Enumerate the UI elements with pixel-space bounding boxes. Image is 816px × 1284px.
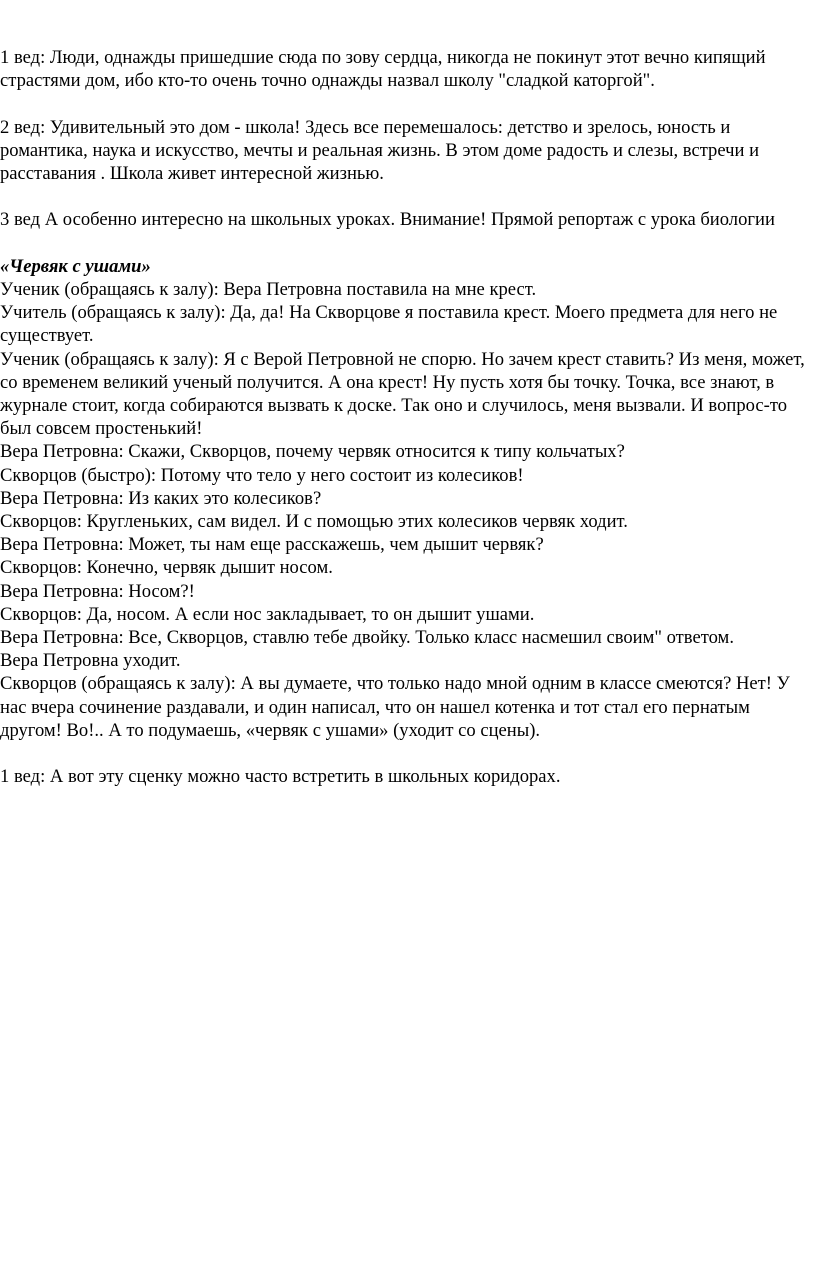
scene-line: Вера Петровна: Может, ты нам еще расскажешь, чем дышит червяк?: [0, 534, 544, 556]
scene-line: Учитель (обращаясь к залу): Да, да! На Скворцове я поставила крест. Моего предмета для него не существует.: [0, 302, 778, 347]
paragraph-gap: [0, 185, 810, 208]
outro-paragraph: 1 вед: А вот эту сценку можно часто встретить в школьных коридорах.: [0, 766, 561, 788]
scene-line: Скворцов (обращаясь к залу): А вы думаете, что только надо мной одним в классе смеются? Нет! У нас вчера сочинение раздавали, и один написал, что он нашел котенка и тот стал его пернатым другом! Во!.. А то подумаешь, «червяк с ушами» (уходит со сцены).: [0, 673, 790, 741]
scene-line: Вера Петровна: Из каких это колесиков?: [0, 487, 322, 509]
intro-paragraph-1: 1 вед: Люди, однажды пришедшие сюда по зову сердца, никогда не покинут этот вечно кипящий страстями дом, ибо кто-то очень точно однажды назвал школу "сладкой каторгой".: [0, 47, 766, 92]
scene-line: Скворцов: Кругленьких, сам видел. И с помощью этих колесиков червяк ходит.: [0, 511, 628, 533]
scene-line: Скворцов (быстро): Потому что тело у него состоит из колесиков!: [0, 464, 524, 486]
paragraph-gap: [0, 232, 810, 255]
intro-paragraph-3: 3 вед А особенно интересно на школьных уроках. Внимание! Прямой репортаж с урока биологии: [0, 209, 775, 231]
scene-line: Вера Петровна: Все, Скворцов, ставлю тебе двойку. Только класс насмешил своим" ответом.: [0, 627, 734, 649]
scene-title: «Червяк с ушами»: [0, 255, 151, 277]
scene-line: Скворцов: Конечно, червяк дышит носом.: [0, 557, 333, 579]
intro-paragraph-2: 2 вед: Удивительный это дом - школа! Здесь все перемешалось: детство и зрелось, юность и романтика, наука и искусство, мечты и реальная жизнь. В этом доме радость и слезы, встречи и расставания . Школа живет интересной жизнью.: [0, 116, 760, 184]
scene-line: Скворцов: Да, носом. А если нос закладывает, то он дышит ушами.: [0, 603, 535, 625]
scene-line: Ученик (обращаясь к залу): Я с Верой Петровной не спорю. Но зачем крест ставить? Из меня, может, со временем великий ученый получится. А она крест! Ну пусть хотя бы точку. Точка, все знают, в журнале стоит, когда собираются вызвать к доске. Так оно и случилось, меня вызвали. И вопрос-то был совсем простенький!: [0, 348, 805, 440]
paragraph-gap: [0, 92, 810, 115]
scene-line: Вера Петровна: Носом?!: [0, 580, 195, 602]
scene-line: Ученик (обращаясь к залу): Вера Петровна поставила на мне крест.: [0, 278, 537, 300]
scene-line: Вера Петровна: Скажи, Скворцов, почему червяк относится к типу кольчатых?: [0, 441, 625, 463]
scene-line: Вера Петровна уходит.: [0, 650, 181, 672]
paragraph-gap: [0, 742, 810, 765]
document-page: [0, 46, 810, 788]
